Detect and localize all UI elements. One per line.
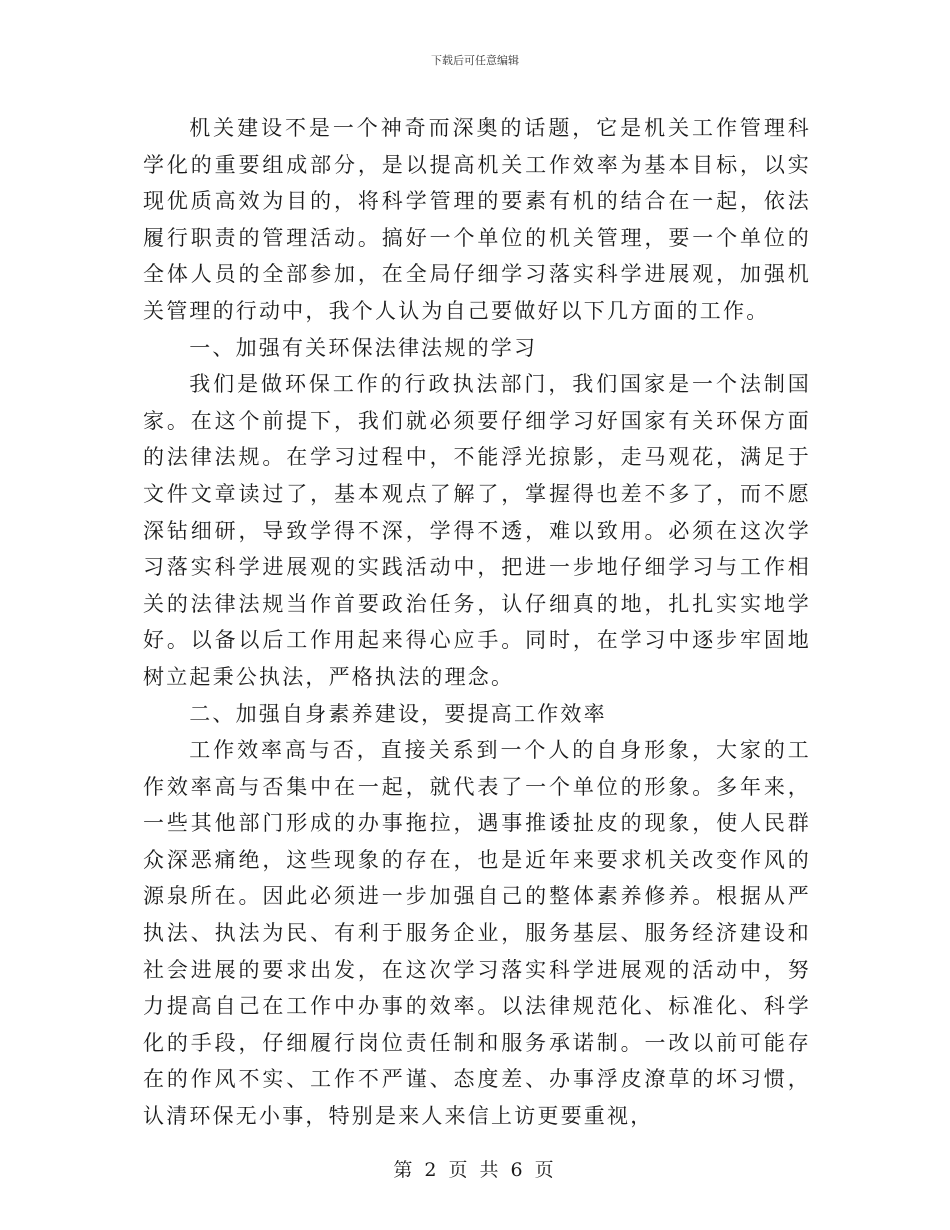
page-header-note: 下载后可任意编辑 [431,54,519,67]
section-heading-1: 一、加强有关环保法律法规的学习 [189,335,538,360]
section-heading-2: 二、加强自身素养建设，要提高工作效率 [189,701,607,726]
paragraph-section-1: 我们是做环保工作的行政执法部门，我们国家是一个法制国家。在这个前提下，我们就必须要仔细学习好国家有关环保方面的法律法规。在学习过程中，不能浮光掠影，走马观花，满足于文件文章读过了，基本观点了解了，掌握得也差不多了，而不愿深钻细研，导致学得不深，学得不透，难以致用。必须在这次学习落实科学进展观的实践活动中，把进一步地仔细学习与工作相关的法律法规当作首要政治任务，认仔细真的地，扎扎实实地学好。以备以后工作用起来得心应手。同时，在学习中逐步牢固地树立起秉公执法，严格执法的理念。 [143,372,811,689]
paragraph-intro: 机关建设不是一个神奇而深奥的话题，它是机关工作管理科学化的重要组成部分，是以提高机关工作效率为基本目标，以实现优质高效为目的，将科学管理的要素有机的结合在一起，依法履行职责的管理活动。搞好一个单位的机关管理，要一个单位的全体人员的全部参加，在全局仔细学习落实科学进展观，加强机关管理的行动中，我个人认为自己要做好以下几方面的工作。 [143,116,811,323]
paragraph-section-2: 工作效率高与否，直接关系到一个人的自身形象，大家的工作效率高与否集中在一起，就代表了一个单位的形象。多年来，一些其他部门形成的办事拖拉，遇事推诿扯皮的现象，使人民群众深恶痛绝，这些现象的存在，也是近年来要求机关改变作风的源泉所在。因此必须进一步加强自己的整体素养修养。根据从严执法、执法为民、有利于服务企业，服务基层、服务经济建设和社会进展的要求出发，在这次学习落实科学进展观的活动中，努力提高自己在工作中办事的效率。以法律规范化、标准化、科学化的手段，仔细履行岗位责任制和服务承诺制。一改以前可能存在的作风不实、工作不严谨、态度差、办事浮皮潦草的坏习惯，认清环保无小事，特别是来人来信上访更要重视， [143,738,811,1129]
document-body [143,110,811,1135]
page-number: 第 2 页 共 6 页 [393,1159,557,1181]
